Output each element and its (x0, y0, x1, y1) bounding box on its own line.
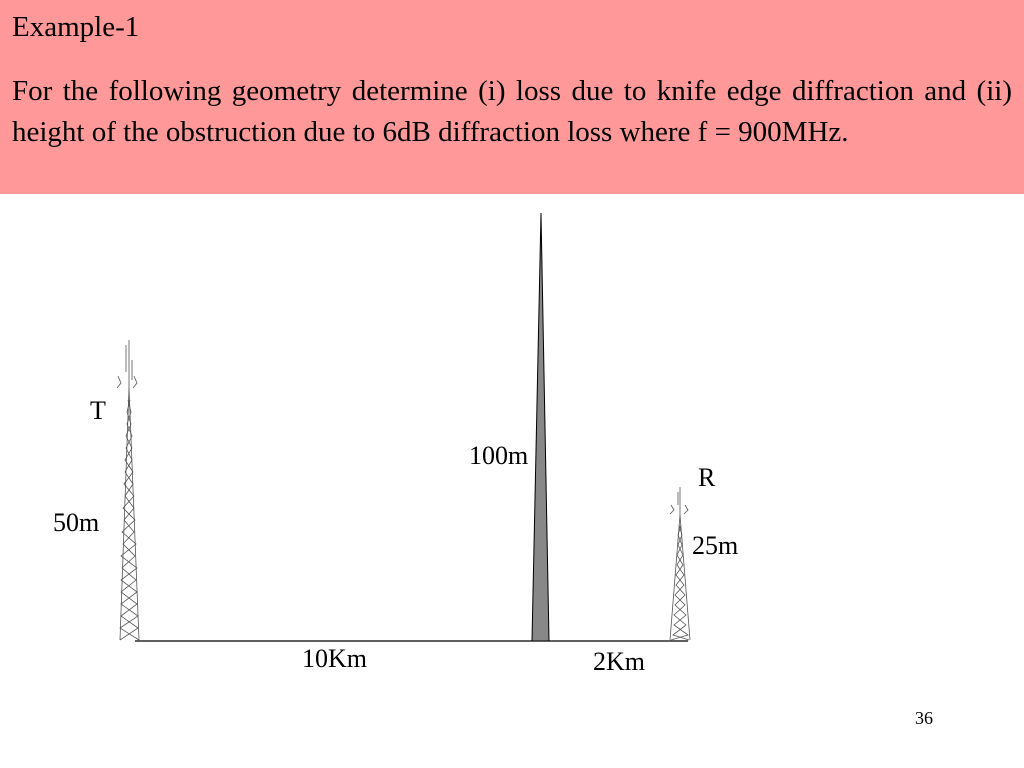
page-number: 36 (915, 708, 933, 728)
knife-edge-obstruction (532, 213, 549, 641)
transmitter-tower-icon (117, 340, 139, 640)
receiver-label: R (698, 463, 716, 492)
slide-title: Example-1 (12, 11, 140, 43)
receiver-height-label: 25m (692, 531, 739, 560)
transmitter-label: T (90, 396, 106, 425)
obstruction-height-label: 100m (469, 441, 529, 470)
distance-obstruction-rx-label: 2Km (593, 647, 645, 676)
problem-statement: For the following geometry determine (i) loss due to knife edge diffraction and (ii) height of the obstruction due to 6dB diffraction loss where f = 900MHz. (12, 75, 1012, 148)
distance-tx-obstruction-label: 10Km (302, 644, 367, 673)
receiver-tower-icon (670, 487, 690, 640)
transmitter-height-label: 50m (53, 508, 100, 537)
